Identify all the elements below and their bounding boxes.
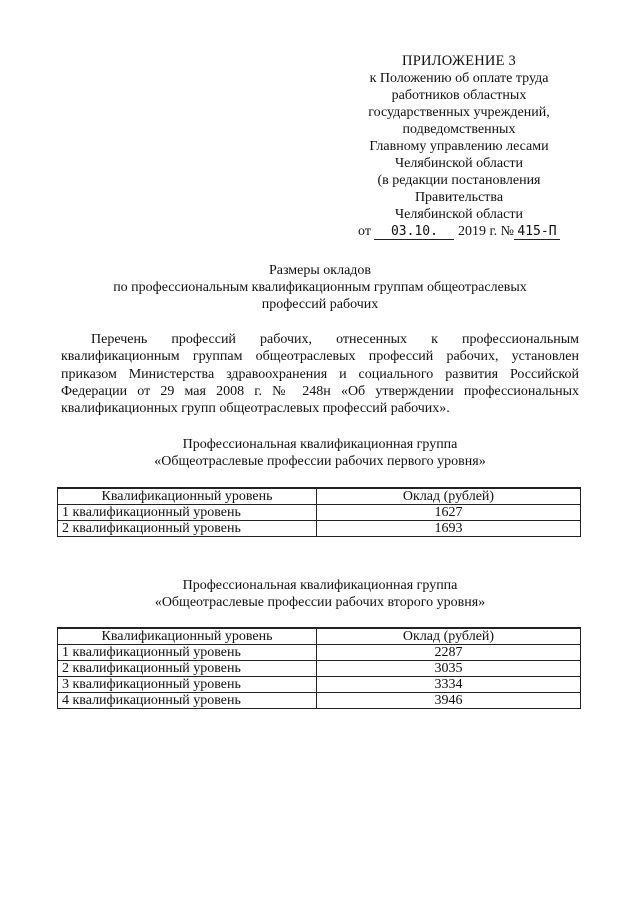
appendix-date-line <box>340 223 578 240</box>
salary-table-second-level <box>57 627 581 709</box>
level-cell: 2 квалификационный уровень <box>58 661 317 677</box>
table-row <box>58 677 581 693</box>
table-row <box>58 521 581 537</box>
table-row <box>58 505 581 521</box>
table-header-row <box>58 628 581 645</box>
column-header-level: Квалификационный уровень <box>58 628 317 645</box>
group-title-first-level <box>60 436 580 470</box>
year-text: 2019 г. № <box>457 224 514 239</box>
table-row <box>58 661 581 677</box>
appendix-line: Челябинской области <box>395 156 523 171</box>
group-title-line: «Общеотраслевые профессии рабочих первого уровня» <box>154 454 486 469</box>
title-line: Размеры окладов <box>268 263 372 278</box>
date-prefix: от <box>358 224 371 239</box>
level-cell: 4 квалификационный уровень <box>58 693 317 709</box>
group-title-second-level <box>60 577 580 611</box>
group-title-line: Профессиональная квалификационная группа <box>182 578 458 593</box>
appendix-line: работников областных <box>391 88 527 103</box>
document-title <box>60 262 580 313</box>
column-header-level: Квалификационный уровень <box>58 488 317 505</box>
level-cell: 1 квалификационный уровень <box>58 505 317 521</box>
appendix-line: Челябинской области <box>395 207 523 222</box>
appendix-line: к Положению об оплате труда <box>369 71 549 86</box>
level-cell: 2 квалификационный уровень <box>58 521 317 537</box>
table-row <box>58 645 581 661</box>
salary-cell: 3946 <box>317 693 581 709</box>
level-cell: 1 квалификационный уровень <box>58 645 317 661</box>
appendix-block <box>340 53 578 240</box>
appendix-line: государственных учреждений, <box>368 105 550 120</box>
salary-table-first-level <box>57 487 581 537</box>
date-value: 03.10. <box>374 225 454 240</box>
column-header-salary: Оклад (рублей) <box>317 488 581 505</box>
title-line: профессий рабочих <box>261 297 379 312</box>
appendix-line: Главному управлению лесами <box>369 139 549 154</box>
intro-paragraph: Перечень профессий рабочих, отнесенных к профессиональным квалификационным группам общеотраслевых профессий рабочих, установлен приказом Министерства здравоохранения и социального развития Российской Федерации от 29 мая 2008 г. № 248н «Об утверждении профессиональных квалификационных групп общеотраслевых профессий рабочих». <box>61 332 579 417</box>
column-header-salary: Оклад (рублей) <box>317 628 581 645</box>
title-line: по профессиональным квалификационным группам общеотраслевых <box>113 280 527 295</box>
table-header-row <box>58 488 581 505</box>
table-row <box>58 693 581 709</box>
salary-cell: 2287 <box>317 645 581 661</box>
appendix-line: Правительства <box>414 190 504 205</box>
document-number: 415-П <box>514 225 560 240</box>
salary-cell: 3334 <box>317 677 581 693</box>
appendix-heading: ПРИЛОЖЕНИЕ 3 <box>402 53 516 69</box>
salary-cell: 1693 <box>317 521 581 537</box>
group-title-line: Профессиональная квалификационная группа <box>182 437 458 452</box>
level-cell: 3 квалификационный уровень <box>58 677 317 693</box>
appendix-line: (в редакции постановления <box>377 173 541 188</box>
salary-cell: 1627 <box>317 505 581 521</box>
salary-cell: 3035 <box>317 661 581 677</box>
appendix-line: подведомственных <box>402 122 516 137</box>
group-title-line: «Общеотраслевые профессии рабочих второго уровня» <box>154 595 486 610</box>
